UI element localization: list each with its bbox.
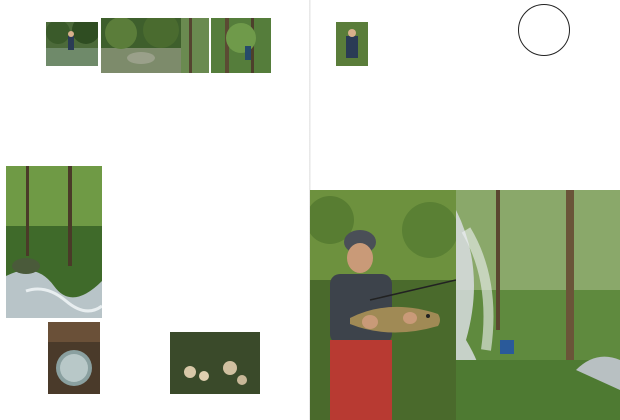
photo-angler-with-char	[310, 190, 456, 420]
body-column	[318, 82, 358, 152]
body-column	[250, 166, 302, 316]
body-column	[160, 82, 218, 152]
photo-smoky-forest-camp	[456, 190, 620, 420]
photo-hiker-stream	[46, 22, 98, 66]
series-mark	[572, 126, 598, 188]
body-column	[360, 82, 384, 152]
caption-campfire	[24, 320, 46, 390]
body-column	[196, 166, 248, 316]
photo-forest-rocks	[101, 18, 181, 73]
body-column	[32, 82, 94, 152]
title-badge	[518, 4, 570, 56]
body-column	[96, 82, 140, 152]
body-column	[360, 160, 400, 188]
caption-hiker	[370, 20, 390, 66]
photo-mushrooms	[170, 332, 260, 394]
caption-top-left	[32, 20, 44, 68]
body-column	[220, 82, 282, 152]
photo-forest-trail	[181, 18, 209, 73]
caption-mushrooms	[124, 330, 166, 394]
photo-mountain-stream	[6, 166, 102, 318]
lead-text	[404, 128, 514, 186]
body-column	[106, 166, 148, 316]
photo-tree-climb	[211, 18, 271, 73]
photo-hiker-backpack	[336, 22, 368, 66]
caption-top-right	[273, 20, 297, 78]
photo-campfire-pot	[48, 322, 100, 394]
body-column	[150, 166, 184, 316]
